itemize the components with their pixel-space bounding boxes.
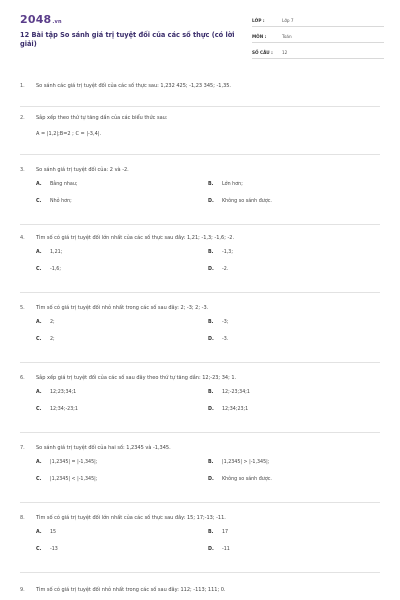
question-text: So sánh các giá trị tuyệt đối của các số thực sau: 1,232 425; -1,23 345; -1,35. [36, 83, 232, 89]
option-c[interactable] [36, 476, 208, 484]
question-number: 5. [20, 305, 25, 311]
logo-suffix: .vn [52, 19, 62, 25]
question-text: Tìm số có giá trị tuyệt đối lớn nhất của các số thực sau đây: 15; 17;-13; -11. [36, 515, 226, 521]
question-number: 3. [20, 167, 25, 173]
meta-label: LỚP : [252, 17, 265, 23]
option-c[interactable] [36, 336, 208, 344]
option-text: 2; [50, 320, 55, 325]
meta-row-count [252, 46, 384, 59]
option-text: |1,2345| < |-1,345|; [50, 477, 98, 482]
question-number: 7. [20, 445, 25, 451]
document-header [0, 0, 400, 62]
option-text: 12;23;34;1 [50, 390, 77, 395]
question-item [20, 304, 380, 363]
question-text: Tìm số có giá trị tuyệt đối lớn nhất của các số thực sau đây: 1,21; -1,3; -1,6; -2. [36, 235, 235, 241]
option-letter: D. [208, 477, 214, 482]
meta-row-subject [252, 30, 384, 43]
option-a[interactable] [36, 319, 208, 327]
question-number: 6. [20, 375, 25, 381]
question-number: 8. [20, 515, 25, 521]
question-text: Tìm số có giá trị tuyệt đối nhỏ nhất trong các số sau đây: 2; -3; 2; -3. [36, 305, 209, 311]
option-text: -13 [50, 547, 58, 552]
option-text: 17 [222, 530, 229, 535]
site-logo[interactable] [20, 13, 62, 26]
option-text: -2. [222, 267, 229, 272]
option-c[interactable] [36, 406, 208, 414]
option-letter: A. [36, 460, 42, 465]
option-letter: B. [208, 530, 214, 535]
option-letter: D. [208, 407, 214, 412]
option-letter: C. [36, 199, 42, 204]
option-text: -3. [222, 337, 229, 342]
option-letter: D. [208, 267, 214, 272]
question-text: Sắp xếp giá trị tuyệt đối của các số sau đây theo thứ tự tăng dần: 12;-23; 34; 1. [36, 375, 237, 381]
option-letter: C. [36, 477, 42, 482]
option-a[interactable] [36, 389, 208, 397]
question-text: So sánh giá trị tuyệt đối của hai số: 1,2345 và -1,345. [36, 445, 171, 451]
option-letter: D. [208, 547, 214, 552]
option-a[interactable] [36, 459, 208, 467]
question-number: 9. [20, 587, 25, 593]
option-text: |1,2345| > |-1,345|; [222, 460, 270, 465]
option-c[interactable] [36, 198, 208, 206]
option-letter: A. [36, 320, 42, 325]
option-b[interactable] [208, 529, 380, 537]
option-text: 12;34;23;1 [222, 407, 249, 412]
option-a[interactable] [36, 181, 208, 189]
question-item [20, 444, 380, 503]
meta-label: SỐ CÂU : [252, 49, 273, 55]
meta-value: Toán [282, 33, 292, 39]
option-c[interactable] [36, 546, 208, 554]
option-text: -1,6; [50, 267, 61, 272]
question-number: 2. [20, 115, 25, 121]
option-text: |1,2345| = |-1,345|; [50, 460, 98, 465]
option-letter: C. [36, 547, 42, 552]
question-text: Tìm số có giá trị tuyệt đối nhỏ nhất trong các số sau đây: 112; -113; 111; 0. [36, 587, 226, 593]
question-text: Sắp xếp theo thứ tự tăng dần của các biểu thức sau: [36, 115, 168, 121]
option-text: Lớn hơn; [222, 182, 243, 187]
option-letter: C. [36, 337, 42, 342]
option-text: Không so sánh được. [222, 199, 272, 204]
option-d[interactable] [208, 198, 380, 206]
option-d[interactable] [208, 546, 380, 554]
option-letter: A. [36, 530, 42, 535]
question-text: So sánh giá trị tuyệt đối của: 2 và -2. [36, 167, 129, 173]
option-letter: A. [36, 390, 42, 395]
option-d[interactable] [208, 476, 380, 484]
option-letter: B. [208, 250, 214, 255]
option-letter: C. [36, 267, 42, 272]
option-letter: B. [208, 182, 214, 187]
question-number: 4. [20, 235, 25, 241]
question-item [20, 114, 380, 155]
option-b[interactable] [208, 459, 380, 467]
question-item [20, 514, 380, 573]
question-item [20, 586, 380, 598]
option-text: -11 [222, 547, 230, 552]
option-letter: A. [36, 250, 42, 255]
option-d[interactable] [208, 336, 380, 344]
meta-info [252, 14, 384, 62]
option-text: -1,3; [222, 250, 233, 255]
option-text: Không so sánh được. [222, 477, 272, 482]
option-letter: D. [208, 337, 214, 342]
option-letter: B. [208, 390, 214, 395]
option-letter: D. [208, 199, 214, 204]
option-a[interactable] [36, 249, 208, 257]
option-letter: A. [36, 182, 42, 187]
option-letter: B. [208, 320, 214, 325]
meta-value: 12 [282, 49, 288, 55]
question-item [20, 82, 380, 107]
question-expression: A = |1,2|;B=2 ; C = |-3,4|. [36, 131, 102, 137]
question-item [20, 166, 380, 225]
option-b[interactable] [208, 319, 380, 327]
option-text: 15 [50, 530, 57, 535]
option-text: 2; [50, 337, 55, 342]
question-item [20, 374, 380, 433]
option-text: Bằng nhau; [50, 182, 78, 187]
option-b[interactable] [208, 249, 380, 257]
option-text: 12;-23;34;1 [222, 390, 250, 395]
option-b[interactable] [208, 181, 380, 189]
option-text: 1,21; [50, 250, 63, 255]
page-title: 12 Bài tập So sánh giá trị tuyệt đối của các số thực (có lời giải) [20, 31, 235, 48]
option-letter: C. [36, 407, 42, 412]
question-item [20, 234, 380, 293]
option-text: 12;34;-23;1 [50, 407, 78, 412]
meta-value: Lớp 7 [282, 17, 294, 23]
option-letter: B. [208, 460, 214, 465]
question-number: 1. [20, 83, 25, 89]
option-c[interactable] [36, 266, 208, 274]
option-text: Nhỏ hơn; [50, 199, 72, 204]
option-text: -3; [222, 320, 229, 325]
option-b[interactable] [208, 389, 380, 397]
meta-label: MÔN : [252, 33, 267, 39]
option-a[interactable] [36, 529, 208, 537]
logo-text: 2048 [20, 13, 52, 26]
option-d[interactable] [208, 266, 380, 274]
option-d[interactable] [208, 406, 380, 414]
meta-row-class [252, 14, 384, 27]
